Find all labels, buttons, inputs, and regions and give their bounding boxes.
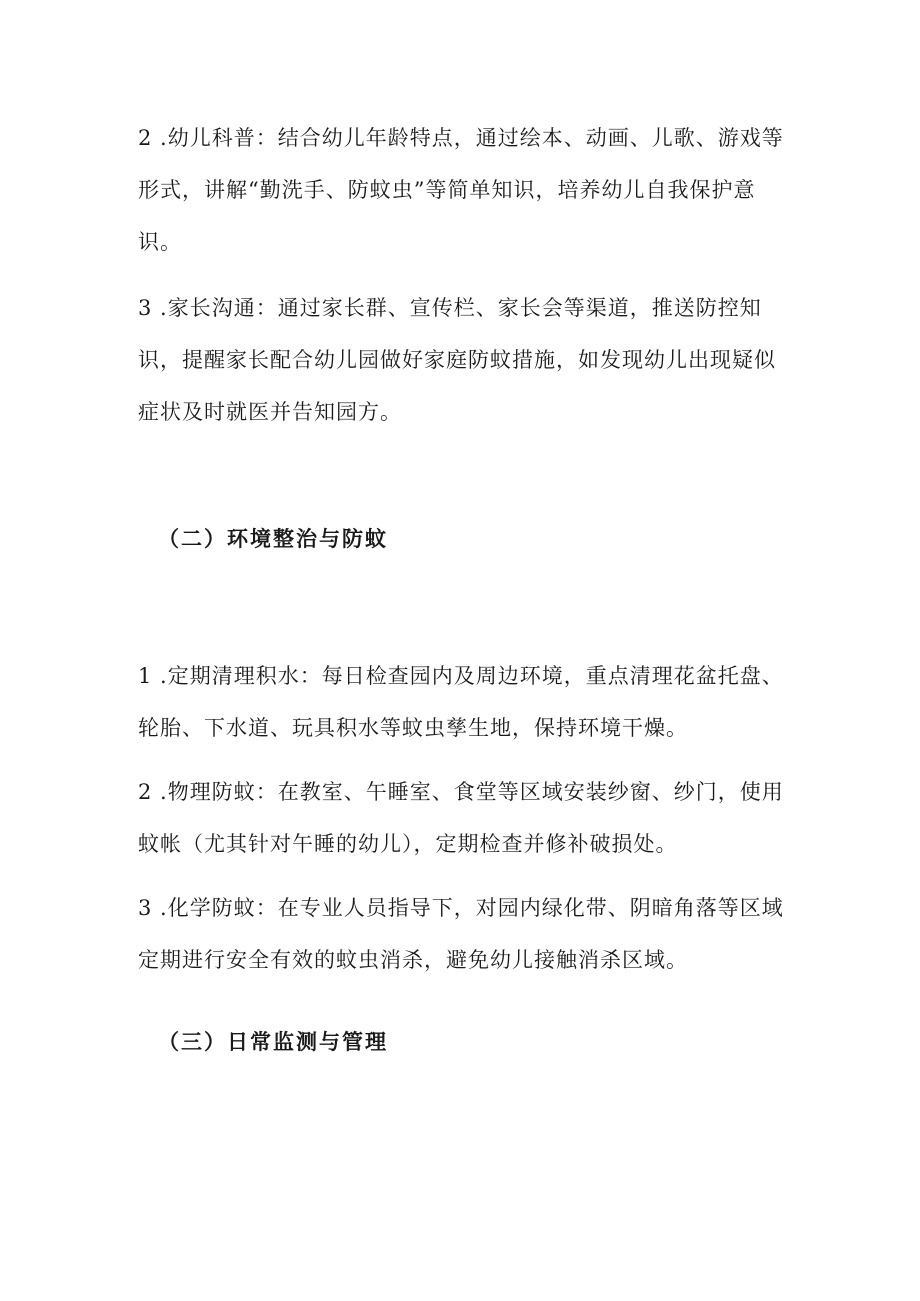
section-heading-3: （三）日常监测与管理 xyxy=(158,1029,388,1054)
section-heading-2: （二）环境整治与防蚊 xyxy=(158,526,388,551)
paragraph-item-3-parent-communication: 3 .家长沟通：通过家长群、宣传栏、家长会等渠道，推送防控知识，提醒家长配合幼儿园做好家庭防蚊措施，如发现幼儿出现疑似症状及时就医并告知园方。 xyxy=(138,296,776,424)
paragraph-item-2-physical-prevention: 2 .物理防蚊：在教室、午睡室、食堂等区域安装纱窗、纱门，使用蚊帐（尤其针对午睡的幼儿），定期检查并修补破损处。 xyxy=(138,780,784,856)
paragraph-item-1-clear-water: 1 .定期清理积水：每日检查园内及周边环境，重点清理花盆托盘、轮胎、下水道、玩具积水等蚊虫孳生地，保持环境干燥。 xyxy=(138,664,784,740)
paragraph-item-3-chemical-prevention: 3 .化学防蚊：在专业人员指导下，对园内绿化带、阴暗角落等区域定期进行安全有效的蚊虫消杀，避免幼儿接触消杀区域。 xyxy=(138,896,784,972)
paragraph-item-2-kids-education: 2 .幼儿科普：结合幼儿年龄特点，通过绘本、动画、儿歌、游戏等形式，讲解“勤洗手、防蚊虫”等简单知识，培养幼儿自我保护意识。 xyxy=(138,126,784,254)
